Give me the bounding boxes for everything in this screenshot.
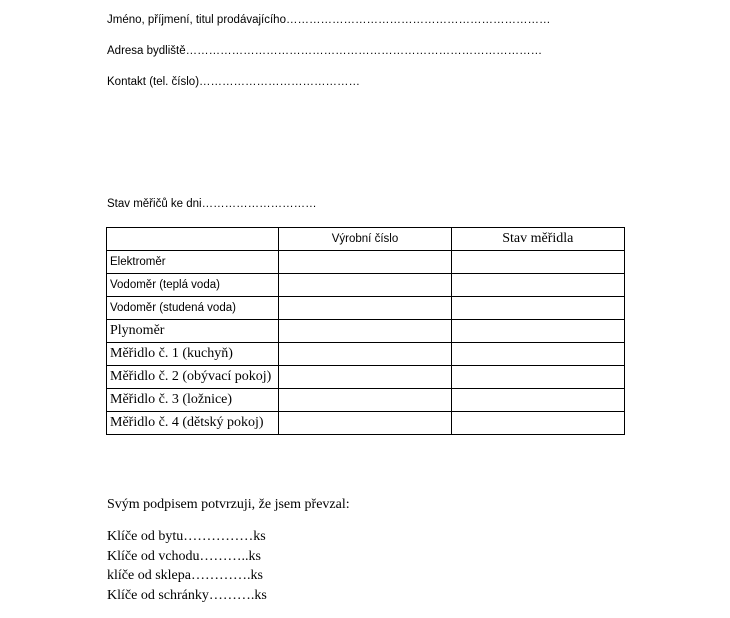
keys-entrance: Klíče od vchodu………..ks [107,548,261,564]
table-row [107,343,625,366]
row-label: Měřidlo č. 4 (dětský pokoj) [107,412,279,435]
table-row [107,366,625,389]
state-cell [451,366,624,389]
serial-cell [279,389,451,412]
table-row [107,274,625,297]
row-label: Měřidlo č. 1 (kuchyň) [107,343,279,366]
row-label: Vodoměr (studená voda) [107,297,279,320]
table-row [107,251,625,274]
header-meter-state: Stav měřidla [451,228,624,251]
meter-table [106,227,625,435]
header-serial-number: Výrobní číslo [279,228,451,251]
state-cell [451,389,624,412]
serial-cell [279,320,451,343]
serial-cell [279,251,451,274]
state-cell [451,297,624,320]
row-label: Vodoměr (teplá voda) [107,274,279,297]
state-cell [451,320,624,343]
row-label: Měřidlo č. 2 (obývací pokoj) [107,366,279,389]
seller-name-line: Jméno, příjmení, titul prodávajícího…………………………………………………………… [107,14,551,26]
keys-apartment: Klíče od bytu……………ks [107,529,266,544]
state-cell [451,274,624,297]
state-cell [451,343,624,366]
table-row [107,389,625,412]
keys-cellar: klíče od sklepa………….ks [107,568,263,583]
serial-cell [279,412,451,435]
state-cell [451,251,624,274]
confirmation-text: Svým podpisem potvrzuji, že jsem převzal: [107,497,350,512]
row-label: Elektroměr [107,251,279,274]
seller-address-line: Adresa bydliště………………………………………………………………………………… [107,45,543,57]
table-row [107,412,625,435]
header-empty [107,228,279,251]
table-row [107,320,625,343]
serial-cell [279,366,451,389]
keys-list [107,527,267,605]
serial-cell [279,297,451,320]
meter-date-line: Stav měřičů ke dni………………………… [107,198,317,210]
row-label: Měřidlo č. 3 (ložnice) [107,389,279,412]
keys-mailbox: Klíče od schránky……….ks [107,587,267,603]
row-label: Plynoměr [107,320,279,343]
table-row [107,297,625,320]
table-header-row [107,228,625,251]
serial-cell [279,274,451,297]
serial-cell [279,343,451,366]
seller-contact-line: Kontakt (tel. číslo)…………………………………… [107,76,361,88]
state-cell [451,412,624,435]
